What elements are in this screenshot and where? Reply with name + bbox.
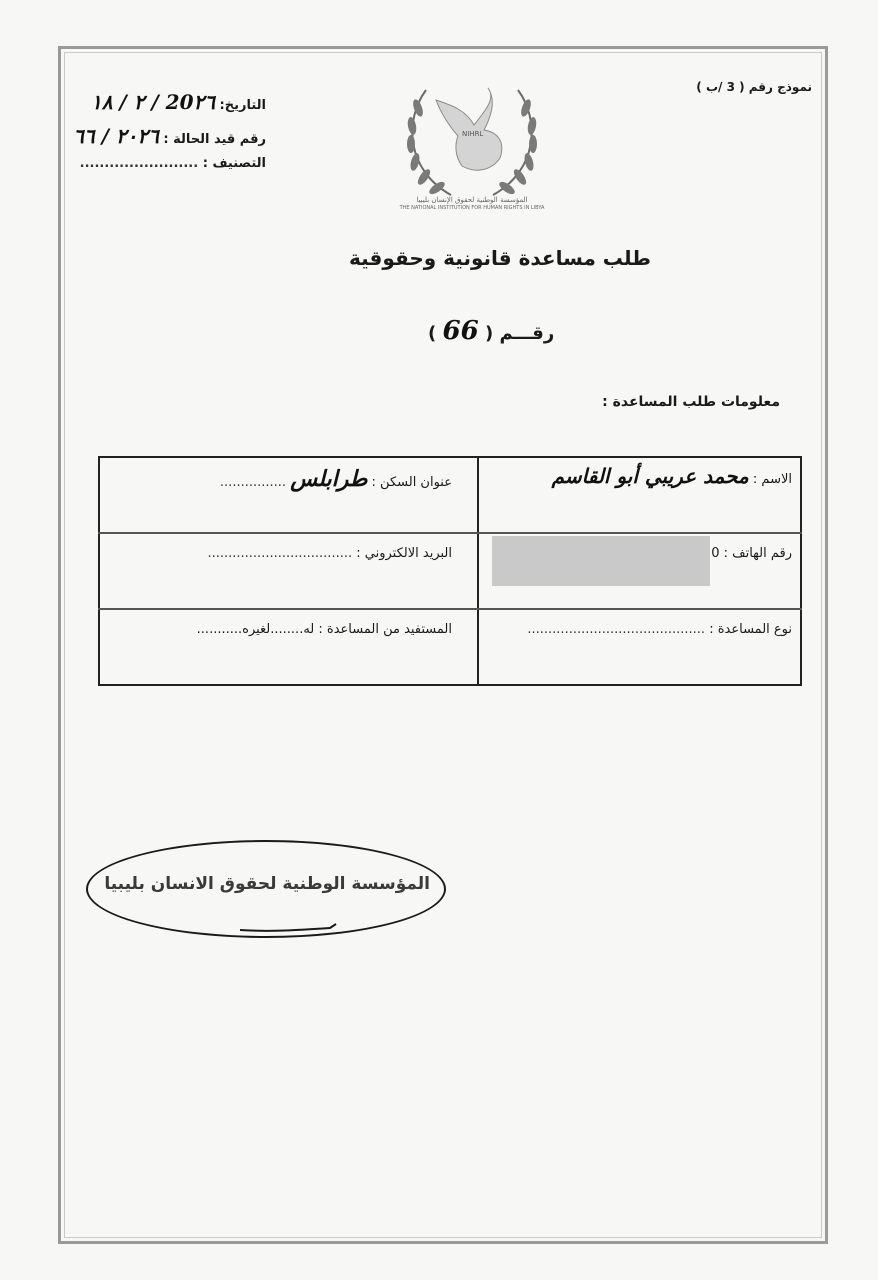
institution-stamp: المؤسسة الوطنية لحقوق الانسان بليبيا [104,874,430,894]
assistance-type-label: نوع المساعدة : [709,622,792,637]
assistance-type-dots: ........................................... [527,622,706,637]
address-dots: ................ [219,475,287,490]
table-row-divider [98,532,802,534]
case-number-label: رقم قيد الحالة : [163,132,266,147]
date-value: 20٢٦ / ٢ / ١٨ [90,90,215,114]
signature-stroke [240,918,350,938]
logo-emblem-text: NIHRL [462,130,484,138]
assistance-type-field [527,622,792,637]
form-number: نموذج رقم ( 3 /ب ) [696,80,812,94]
table-row-divider [98,608,802,610]
request-number: رقـــم ( 66 ) [428,316,555,346]
date-label: التاريخ: [219,98,266,113]
table-column-divider [477,456,479,686]
request-number-label: رقـــم [499,323,555,344]
email-field [207,546,452,561]
address-label: عنوان السكن : [371,475,452,490]
logo-caption-arabic: المؤسسة الوطنية لحقوق الإنسان بليبيا [416,196,528,204]
phone-field [711,546,792,561]
phone-label: رقم الهاتف : [723,546,792,561]
email-dots: ................................... [207,546,353,561]
logo-caption [396,196,548,212]
case-number-value: ٢٠٢٦ / ٦٦ [73,124,159,148]
page-title: طلب مساعدة قانونية وحقوقية [349,246,651,270]
email-label: البريد الالكتروني : [356,546,452,561]
beneficiary-field: المستفيد من المساعدة : له........لغيره........... [196,622,452,637]
name-field [552,464,792,488]
date-line [91,90,266,114]
logo-caption-english: THE NATIONAL INSTITUTION FOR HUMAN RIGHTS IN LIBYA [399,205,545,211]
classification-line [80,156,266,171]
phone-prefix: 0 [711,546,720,561]
phone-redaction [492,536,710,586]
address-field [220,466,452,492]
classification-label: التصنيف : [202,156,266,171]
request-number-value: 66 [442,316,479,346]
classification-value: ........................ [79,156,199,171]
address-value: طرابلس [290,466,368,492]
name-label: الاسم : [752,472,792,487]
name-value: محمد عريبي أبو القاسم [551,464,749,488]
case-number-line [73,124,266,148]
info-section-label: معلومات طلب المساعدة : [602,394,780,410]
